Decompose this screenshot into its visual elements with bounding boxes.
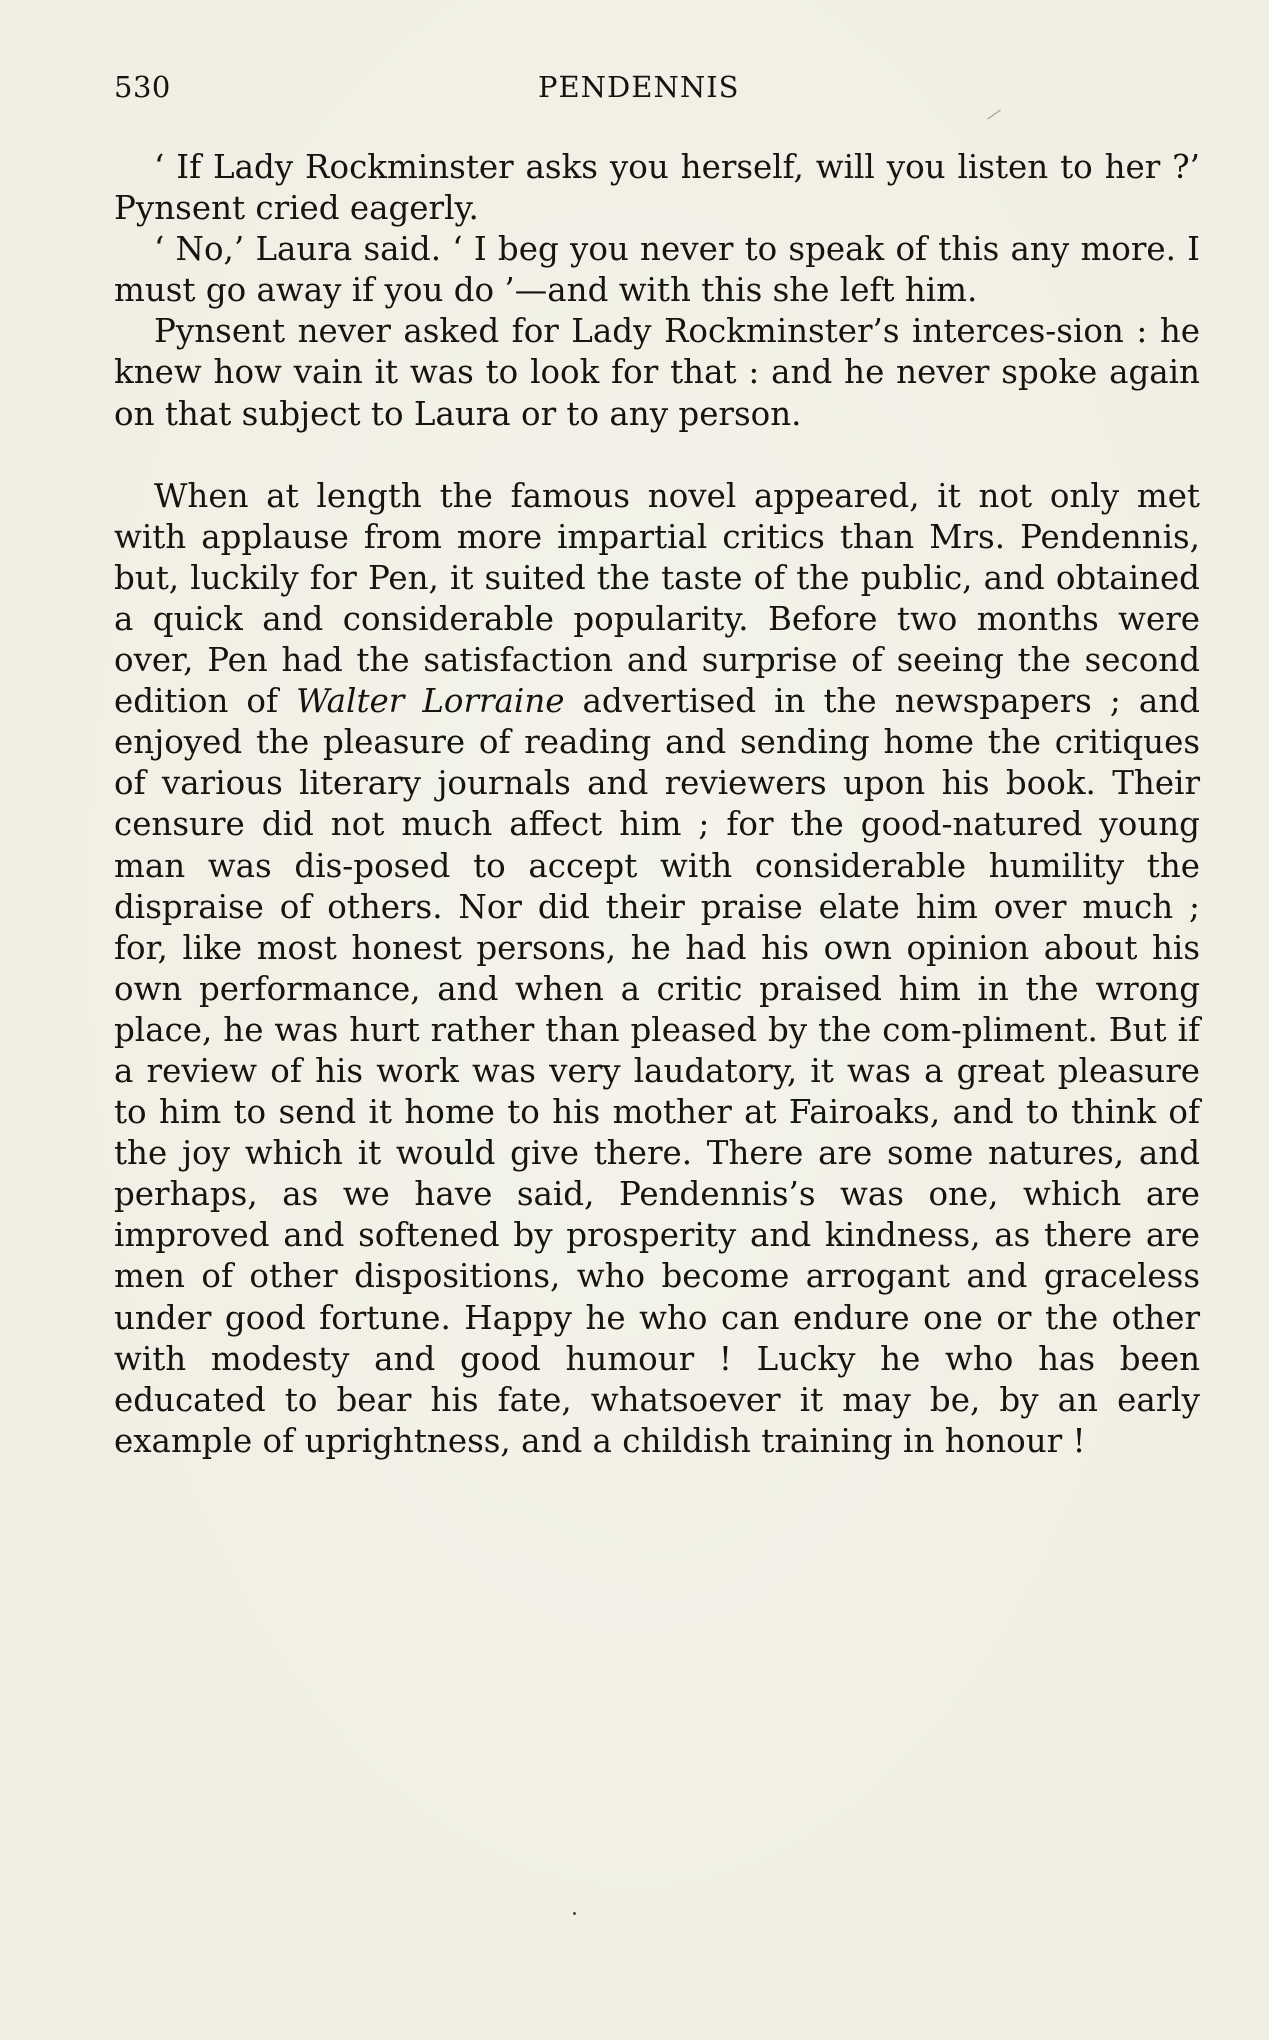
page-number: 530 — [114, 70, 171, 104]
paper-speck — [573, 1912, 576, 1915]
stray-pen-mark — [987, 110, 1001, 120]
paragraph-dialogue-1: ‘ If Lady Rockminster asks you herself, will you listen to her ?’ Pynsent cried eagerly. — [114, 148, 1200, 228]
paragraph-novel-appeared — [114, 476, 1200, 1462]
paragraph-text-after-title: advertised in the newspapers ; and enjoyed the pleasure of reading and sending home the critiques of various literary journals and reviewers upon his book. Their censure did not much affect him ; for the good-natured young man was dis-posed to accept with considerable humility the dispraise of others. Nor did their praise elate him over much ; for, like most honest persons, he had his own opinion about his own performance, and when a critic praised him in the wrong place, he was hurt rather than pleased by the com-pliment. But if a review of his work was very laudatory, it was a great pleasure to him to send it home to his mother at Fairoaks, and to think of the joy which it would give there. There are some natures, and perhaps, as we have said, Pendennis’s was one, which are improved and softened by prosperity and kindness, as there are men of other dispositions, who become arrogant and graceless under good fortune. Happy he who can endure one or the other with modesty and good humour ! Lucky he who has been educated to bear his fate, whatsoever it may be, by an early example of uprightness, and a childish training in honour ! — [114, 682, 1200, 1460]
paragraph-text-before-title: When at length the famous novel appeared, it not only met with applause from more impartial critics than Mrs. Pendennis, but, luckily for Pen, it suited the taste of the public, and obtained a quick and considerable popularity. Before two months were over, Pen had the satisfaction and surprise of seeing the second edition of — [114, 476, 1200, 721]
running-title: PENDENNIS — [538, 70, 740, 104]
book-title-italic: Walter Lorraine — [296, 682, 565, 721]
page-header — [114, 70, 1200, 110]
paragraph-dialogue-2: ‘ No,’ Laura said. ‘ I beg you never to speak of this any more. I must go away if you do ’—and with this she left him. — [114, 230, 1200, 310]
body-text — [114, 147, 1200, 1462]
paragraph-pynsent: Pynsent never asked for Lady Rockminster’s interces-sion : he knew how vain it was to look for that : and he never spoke again on that subject to Laura or to any person. — [114, 312, 1200, 433]
